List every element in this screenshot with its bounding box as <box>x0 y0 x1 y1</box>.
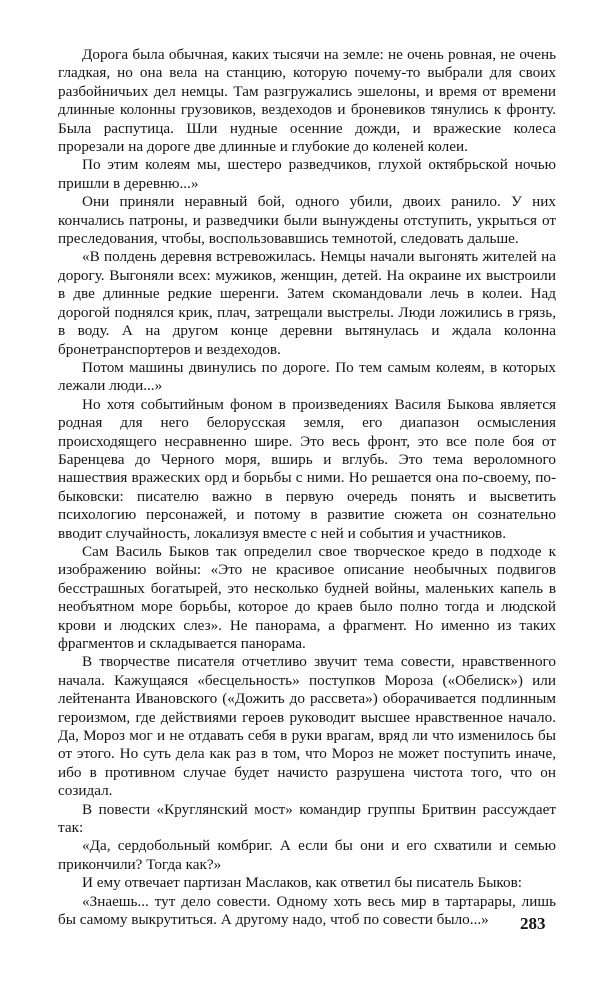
paragraph-4: «В полдень деревня встревожилась. Немцы начали выгонять жителей на дорогу. Выгоняли всех: мужиков, женщин, детей. На окраине их выстроили в две длинные редкие шеренги. Затем скомандовали лечь в колеи. Над дорогой поднялся крик, плач, затрещали выстрелы. Люди ложились в грязь, в воду. А на другом конце деревни вытянулась и ждала колонна бронетранспортеров и вездеходов. <box>58 248 556 358</box>
page-body <box>58 46 556 930</box>
page-number: 283 <box>520 914 546 933</box>
paragraph-11: И ему отвечает партизан Маслаков, как ответил бы писатель Быков: <box>82 874 523 892</box>
paragraph-9: В повести «Круглянский мост» командир группы Бритвин рассуждает так: <box>58 800 556 837</box>
paragraph-2: По этим колеям мы, шестеро разведчиков, глухой октябрьской ночью пришли в деревню...» <box>58 156 556 192</box>
paragraph-6: Но хотя событийным фоном в произведениях Василя Быкова является родная для него белорусская земля, его диапазон осмысления происходящего несравненно шире. Это весь фронт, это все поле боя от Баренцева до Черного моря, вширь и вглубь. Это тема вероломного нашествия вражеских орд и борьбы с ними. Но решается она по-своему, по-быковски: писателю важно в первую очередь понять и высветить психологию персонажей, и потому в развитие сюжета он сознательно вводит случайность, локализуя вместе с ней и события и участников. <box>58 395 556 542</box>
paragraph-7: Сам Василь Быков так определил свое творческое кредо в подходе к изображению войны: «Это не красивое описание необычных подвигов бесстрашных богатырей, это несколько будней войны, маленьких капель в необъятном море борьбы, которое до краев было полно тогда и людской крови и людских слез». Не панорама, а фрагмент. Но именно из таких фрагментов и складывается панорама. <box>58 542 556 652</box>
paragraph-12: «Знаешь... тут дело совести. Одному хоть весь мир в тартарары, лишь бы самому выкрутиться. А другому надо, чтоб по совести было...» <box>58 892 556 929</box>
paragraph-5: Потом машины двинулись по дороге. По тем самым колеям, в которых лежали люди...» <box>58 358 556 395</box>
paragraph-10: «Да, сердобольный комбриг. А если бы они и его схватили и семью прикончили? Тогда как?» <box>58 837 556 873</box>
paragraph-8: В творчестве писателя отчетливо звучит тема совести, нравственного начала. Кажущаяся «бесцельность» поступков Мороза («Обелиск») или лейтенанта Ивановского («Дожить до рассвета») оборачивается подлинным героизмом, где действиями героев руководит высшее нравственное начало. Да, Мороз мог и не отдавать себя в руки врагам, вряд ли что изменилось бы от этого. Но суть дела как раз в том, что Мороз не может поступить иначе, ибо в противном случае будет начисто разрушена чистота того, что он созидал. <box>58 653 556 800</box>
paragraph-1: Дорога была обычная, каких тысячи на земле: не очень ровная, не очень гладкая, но она вела на станцию, которую почему-то выбрали для своих разбойничьих дел немцы. Там разгружались эшелоны, и время от времени длинные колонны грузовиков, вездеходов и броневиков тянулись к фронту. Была распутица. Шли нудные осенние дожди, и вражеские колеса прорезали на дороге две длинные и глубокие до коленей колеи. <box>58 46 556 156</box>
paragraph-3: Они приняли неравный бой, одного убили, двоих ранило. У них кончались патроны, и разведчики были вынуждены отступить, укрыться от преследования, чтобы, воспользовавшись темнотой, следовать дальше. <box>58 193 556 248</box>
